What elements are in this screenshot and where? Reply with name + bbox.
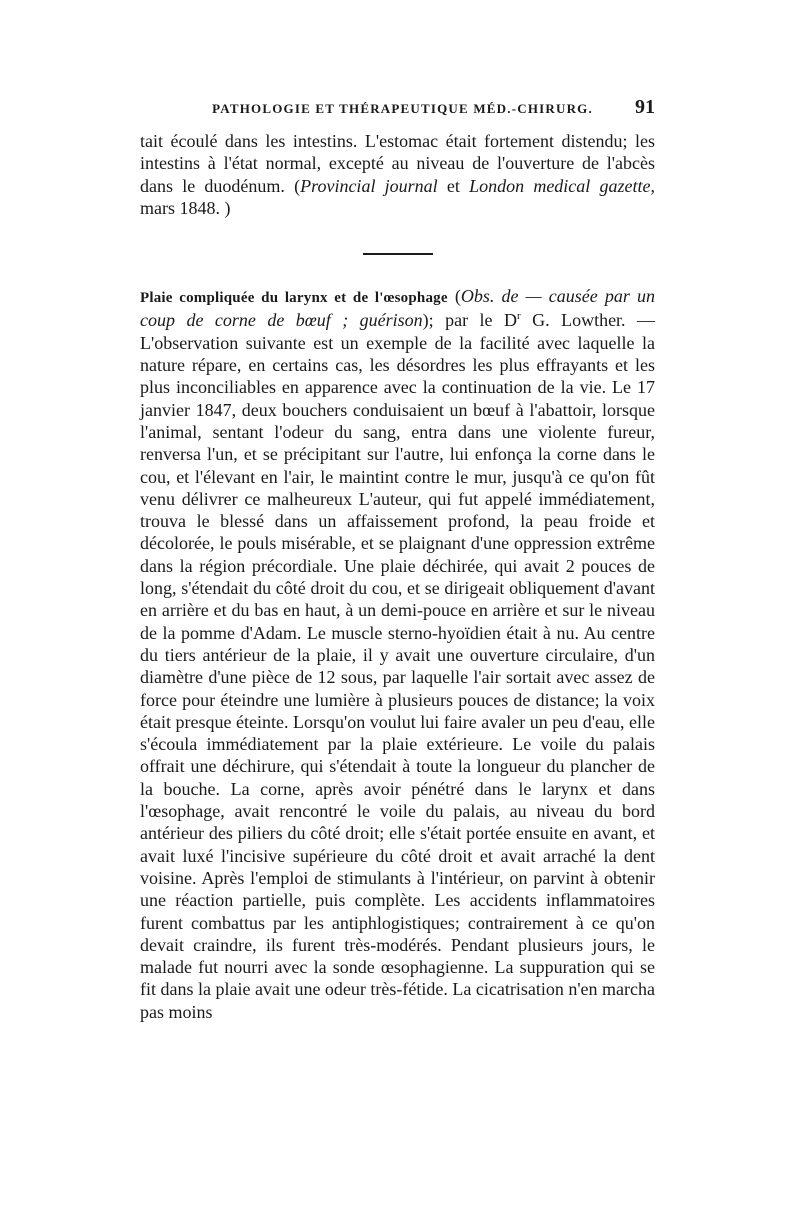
section-divider xyxy=(363,253,433,255)
article-open-paren: ( xyxy=(447,286,461,307)
doctor-superscript: r xyxy=(517,310,521,323)
article-paragraph xyxy=(140,285,655,1023)
article-close-paren: ); par le D xyxy=(422,310,517,331)
article-author: G. Lowther. — xyxy=(520,310,656,331)
source-journal-1: Provincial journal xyxy=(300,175,438,196)
article-title: Plaie compliquée du larynx et de l'œsophage xyxy=(140,290,448,307)
running-head: PATHOLOGIE ET THÉRAPEUTIQUE MÉD.-CHIRURG. xyxy=(212,101,593,116)
continuation-paragraph xyxy=(140,130,655,219)
article-observation: Obs. de — causée par un coup de corne de bœuf ; guérison xyxy=(140,286,656,331)
book-page xyxy=(140,96,655,1023)
continuation-text-3: mars 1848. ) xyxy=(140,197,231,218)
source-journal-2: London medical gazette, xyxy=(469,175,655,196)
page-number: 91 xyxy=(635,96,655,118)
continuation-text: tait écoulé dans les intestins. L'estomac était fortement distendu; les intestins à l'état normal, excepté au niveau de l'ouverture de l'abcès dans le duodénum. ( xyxy=(140,131,655,196)
page-header xyxy=(140,96,655,130)
article-body: L'observation suivante est un exemple de la facilité avec laquelle la nature répare, en certains cas, les désordres les plus effrayants et les plus inconciliables en apparence avec la continuation de la vie. Le 17 janvier 1847, deux bouchers conduisaient un bœuf à l'abattoir, lorsque l'animal, sentant l'odeur du sang, entra dans une violente fureur, renversa l'un, et se précipitant sur l'autre, lui enfonça la corne dans le cou, et l'élevant en l'air, le maintint contre le mur, jusqu'à ce qu'on fût venu délivrer ce malheureux L'auteur, qui fut appelé immédiatement, trouva le blessé dans un affaissement profond, la peau froide et décolorée, le pouls misérable, et se plaignant d'une oppression extrême dans la région précordiale. Une plaie déchirée, qui avait 2 pouces de long, s'étendait du côté droit du cou, et se dirigeait obliquement d'avant en arrière et du bas en haut, à un demi-pouce en arrière et sur le niveau de la pomme d'Adam. Le muscle sterno-hyoïdien était à nu. Au centre du tiers antérieur de la plaie, il y avait une ouverture circulaire, d'un diamètre d'une pièce de 12 sous, par laquelle l'air sortait avec assez de force pour éteindre une lumière à plusieurs pouces de distance; la voix était presque éteinte. Lorsqu'on voulut lui faire avaler un peu d'eau, elle s'écoula immédiatement par la plaie extérieure. Le voile du palais offrait une déchirure, qui s'étendait à toute la longueur du plancher de la bouche. La corne, après avoir pénétré dans le larynx et dans l'œsophage, avait rencontré le voile du palais, au niveau du bord antérieur des piliers du côté droit; elle s'était portée ensuite en avant, et avait luxé l'incisive supérieure du côté droit et avait arraché la dent voisine. Après l'emploi de stimulants à l'intérieur, on parvint à obtenir une réaction partielle, puis complète. Les accidents inflammatoires furent combattus par les antiphlogistiques; contrairement à ce qu'on devait craindre, ils furent très-modérés. Pendant plusieurs jours, le malade fut nourri avec la sonde œsophagienne. La suppuration qui se fit dans la plaie avait une odeur très-fétide. La cicatrisation n'en marcha pas moins xyxy=(140,332,656,1022)
continuation-text-2: et xyxy=(437,175,470,196)
